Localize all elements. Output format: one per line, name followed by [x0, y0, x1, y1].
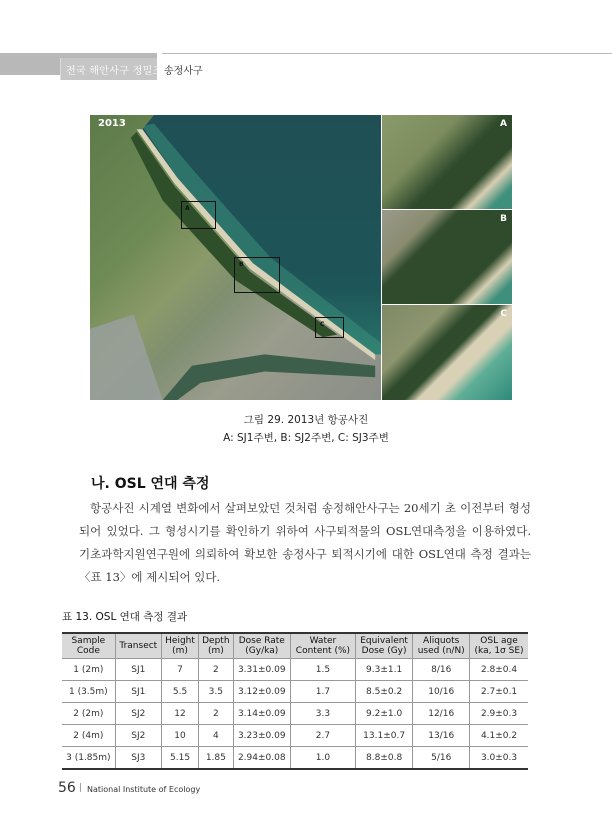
column-header-line: Code — [76, 646, 100, 656]
table-cell: 2 (4m) — [62, 725, 115, 747]
table-cell: 4 — [199, 725, 233, 747]
marker-label-c: C — [320, 321, 325, 328]
table-cell: 1.0 — [290, 747, 355, 770]
series-title: 전국 해안사구 정밀조사 — [66, 66, 173, 77]
table-cell: 1.85 — [199, 747, 233, 770]
table-cell: 10/16 — [413, 681, 470, 703]
table-cell: 8.5±0.2 — [355, 681, 413, 703]
inset-photo-a — [382, 115, 512, 209]
table-cell: 3.14±0.09 — [233, 703, 290, 725]
table-cell: 3.23±0.09 — [233, 725, 290, 747]
column-header — [233, 633, 290, 659]
column-header-line: Aliquots — [423, 636, 460, 646]
table-cell: 13.1±0.7 — [355, 725, 413, 747]
table-cell: 2.9±0.3 — [470, 703, 528, 725]
table-cell: SJ2 — [115, 703, 161, 725]
figure-caption: 그림 29. 2013년 항공사진 — [243, 414, 369, 426]
table-cell: 2.94±0.08 — [233, 747, 290, 770]
inset-label-c: C — [500, 309, 507, 319]
column-header-line: (m) — [172, 646, 188, 656]
table-cell: SJ2 — [115, 725, 161, 747]
marker-label-b: B — [239, 261, 244, 268]
column-header — [199, 633, 233, 659]
marker-label-a: A — [185, 205, 190, 212]
table-cell: 1 (3.5m) — [62, 681, 115, 703]
table-cell: 2 — [199, 703, 233, 725]
table-cell: 2.8±0.4 — [470, 659, 528, 681]
table-cell: SJ1 — [115, 681, 161, 703]
table-cell: 2 (2m) — [62, 703, 115, 725]
table-cell: 8/16 — [413, 659, 470, 681]
inset-photo-b — [382, 210, 512, 304]
column-header — [470, 633, 528, 659]
column-header-line: (Gy/ka) — [245, 646, 279, 656]
table-cell: 3.12±0.09 — [233, 681, 290, 703]
table-row — [62, 747, 528, 770]
table-cell: SJ1 — [115, 659, 161, 681]
chapter-title: 송정사구 — [164, 66, 203, 77]
table-cell: 13/16 — [413, 725, 470, 747]
body-paragraph — [79, 497, 531, 589]
column-header-line: OSL age — [480, 636, 518, 646]
table-cell: 12/16 — [413, 703, 470, 725]
inset-photo-c — [382, 305, 512, 400]
column-header-line: Height — [165, 636, 195, 646]
table-cell: 1 (2m) — [62, 659, 115, 681]
table-cell: 12 — [161, 703, 198, 725]
column-header-line: Equivalent — [360, 636, 408, 646]
table-row — [62, 725, 528, 747]
header-rule — [162, 53, 612, 54]
photo-year-label: 2013 — [98, 118, 126, 129]
table-cell: 2 — [199, 659, 233, 681]
column-header-line: Transect — [119, 641, 158, 651]
table-cell: 2.7 — [290, 725, 355, 747]
table-cell: 3.5 — [199, 681, 233, 703]
column-header — [413, 633, 470, 659]
table-cell: 5.15 — [161, 747, 198, 770]
footer-separator: | — [79, 783, 83, 793]
table-cell: 7 — [161, 659, 198, 681]
column-header-line: Dose Rate — [238, 636, 285, 646]
inset-label-a: A — [500, 119, 507, 129]
table-header-row — [62, 633, 528, 659]
column-header-line: Dose (Gy) — [361, 646, 407, 656]
column-header-line: Sample — [71, 636, 106, 646]
page-number: 56 — [58, 780, 76, 796]
table-row — [62, 659, 528, 681]
column-header — [115, 633, 161, 659]
inset-label-b: B — [500, 214, 507, 224]
table-cell: SJ3 — [115, 747, 161, 770]
table-cell: 2.7±0.1 — [470, 681, 528, 703]
table-cell: 9.2±1.0 — [355, 703, 413, 725]
column-header-line: used (n/N) — [417, 646, 465, 656]
paragraph-text: 항공사진 시계열 변화에서 살펴보았던 것처럼 송정해안사구는 20세기 초 이전부터 형성되어 있었다. 그 형성시기를 확인하기 위하여 사구퇴적물의 OSL연대측정을 이용하였다. 기초과학지원연구원에 의뢰하여 확보한 송정사구 퇴적시기에 대한 OSL연대 측정 결과는 〈표 13〉에 제시되어 있다. — [79, 501, 531, 584]
table-cell: 3.3 — [290, 703, 355, 725]
osl-results-table — [62, 632, 528, 770]
table-row — [62, 703, 528, 725]
column-header-line: Water — [309, 636, 337, 646]
table-caption: 표 13. OSL 연대 측정 결과 — [62, 611, 188, 623]
table-cell: 5/16 — [413, 747, 470, 770]
column-header-line: Depth — [202, 636, 230, 646]
table-row — [62, 681, 528, 703]
table-cell: 1.5 — [290, 659, 355, 681]
column-header — [161, 633, 198, 659]
table-cell: 5.5 — [161, 681, 198, 703]
table-cell: 3.0±0.3 — [470, 747, 528, 770]
table-cell: 4.1±0.2 — [470, 725, 528, 747]
column-header — [62, 633, 115, 659]
figure-subcaption: A: SJ1주변, B: SJ2주변, C: SJ3주변 — [223, 432, 389, 444]
column-header-line: Content (%) — [295, 646, 351, 656]
section-heading: 나. OSL 연대 측정 — [91, 476, 210, 492]
column-header-line: (m) — [207, 646, 224, 656]
table-cell: 8.8±0.8 — [355, 747, 413, 770]
table-cell: 10 — [161, 725, 198, 747]
table-cell: 3.31±0.09 — [233, 659, 290, 681]
footer-organization: National Institute of Ecology — [87, 785, 201, 794]
table-cell: 1.7 — [290, 681, 355, 703]
table-cell: 9.3±1.1 — [355, 659, 413, 681]
column-header — [290, 633, 355, 659]
column-header-line: (ka, 1σ SE) — [474, 646, 524, 656]
column-header — [355, 633, 413, 659]
table-cell: 3 (1.85m) — [62, 747, 115, 770]
